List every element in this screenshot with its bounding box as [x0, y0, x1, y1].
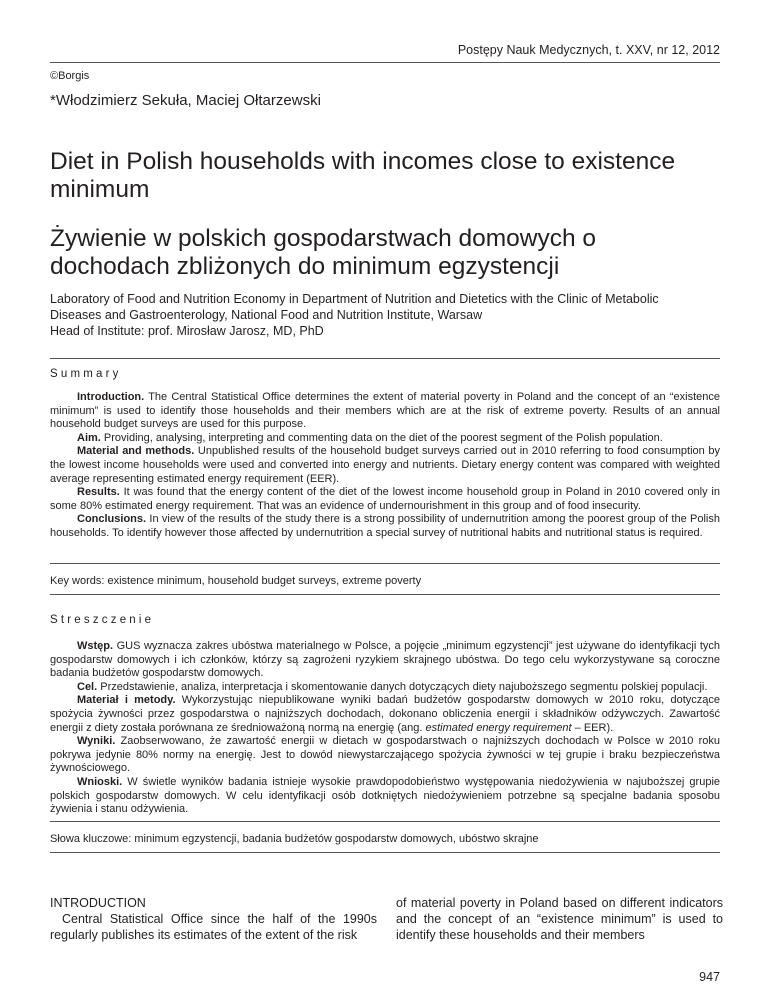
keywords-bottom-divider [50, 594, 720, 595]
streszczenie-wyniki [50, 735, 720, 776]
cel-text: Przedstawienie, analiza, interpretacja i skomentowanie danych dotyczących diety najuboższego segmentu polskiej populacji. [97, 680, 708, 693]
page-number: 947 [699, 970, 720, 984]
body-paragraph: Central Statistical Office since the half of the 1990s regularly publishes its estimates of the extent of the risk [50, 912, 377, 942]
methods-text: Unpublished results of the household budget surveys carried out in 2010 referring to food consumption by the lowest income households were used and converted into energy and nutrients. Dietary energy content was compared with weighted average representing estimated energy requirement (EER). [50, 445, 720, 485]
aim-label: Aim. [77, 431, 101, 444]
streszczenie-wnioski [50, 776, 720, 817]
body-paragraph: of material poverty in Poland based on different indicators and the concept of an “existence minimum” is used to identify these households and their members [396, 896, 723, 942]
metody-text-end: – EER). [571, 721, 614, 734]
title-english: Diet in Polish households with incomes close to existence minimum [50, 148, 676, 203]
summary-methods [50, 445, 720, 486]
summary-results [50, 486, 720, 513]
wnioski-text: W świetle wyników badania istnieje wysokie prawdopodobieństwo występowania niedożywienia w najuboższej grupie polskich gospodarstw domowych. W celu identyfikacji osób dotkniętych niedożywieniem potrzebne są specjalne badania sposobu żywienia i stanu odżywienia. [50, 775, 720, 816]
affiliation [50, 291, 730, 339]
summary-abstract [50, 391, 720, 541]
streszczenie-label: Streszczenie [50, 614, 155, 626]
affiliation-line: Diseases and Gastroenterology, National Food and Nutrition Institute, Warsaw [50, 308, 483, 322]
streszczenie-abstract [50, 640, 720, 817]
cel-label: Cel. [77, 680, 98, 693]
streszczenie-keywords: Słowa kluczowe: minimum egzystencji, badania budżetów gospodarstw domowych, ubóstwo skrajne [50, 833, 539, 845]
introduction-text: The Central Statistical Office determines the extent of material poverty in Poland and the concept of an “existence minimum” is used to identify those households and their members which are at the risk of extreme poverty. Results of an annual household budget surveys are used for this purpose. [50, 391, 720, 431]
metody-label: Materiał i metody. [77, 694, 176, 707]
metody-text: Wykorzystując niepublikowane wyniki badań budżetów gospodarstw domowych w 2010 roku, dotyczące spożycia żywności przez gospodarstwa o najniższych dochodach, dokonano obliczenia energii i składników odżywczych. Zawartość energii z diety została porównana ze średnioważoną normą na energię (ang. [50, 694, 720, 734]
streszczenie-metody [50, 694, 720, 735]
wstep-text: GUS wyznacza zakres ubóstwa materialnego w Polsce, a pojęcie „minimum egzystencji” jest używane do identyfikacji tych gospodarstw domowych i ich członków, którzy są zagrożeni ryzykiem skrajnego ubóstwa. Do tego celu wykorzystywane są coroczne badania budżetów gospodarstw domowych. [50, 640, 720, 680]
journal-citation: Postępy Nauk Medycznych, t. XXV, nr 12, 2012 [457, 43, 720, 57]
section-heading: INTRODUCTION [50, 896, 146, 910]
summary-top-divider [50, 358, 720, 359]
summary-label: Summary [50, 368, 122, 380]
summary-aim [50, 432, 720, 446]
streszczenie-wstep [50, 640, 720, 681]
introduction-label: Introduction. [77, 391, 145, 403]
results-label: Results. [77, 486, 120, 499]
header-divider [50, 62, 720, 63]
aim-text: Providing, analysing, interpreting and commenting data on the diet of the poorest segment of the Polish population. [100, 431, 663, 444]
wyniki-text: Zaobserwowano, że zawartość energii w dietach w gospodarstwach o najniższych dochodach w Polsce w 2010 roku pokrywa jedynie 80% normy na energię. Jest to dowód niewystarczającego spożycia żywności w tej grupie i braku bezpieczeństwa żywnościowego. [50, 735, 720, 775]
conclusions-text: In view of the results of the study there is a strong possibility of undernutrition among the poorest group of the Polish households. To identify however those affected by undernutrition a special survey of nutritional habits and nutritional status is required. [50, 513, 720, 539]
wnioski-label: Wnioski. [77, 775, 123, 788]
affiliation-line: Head of Institute: prof. Mirosław Jarosz, MD, PhD [50, 324, 324, 338]
body-column-left [50, 895, 377, 943]
conclusions-label: Conclusions. [77, 513, 147, 526]
body-column-right [396, 895, 723, 943]
summary-introduction [50, 391, 720, 432]
authors: *Włodzimierz Sekuła, Maciej Ołtarzewski [50, 92, 321, 109]
wyniki-label: Wyniki. [77, 735, 116, 748]
publisher-mark: ©Borgis [50, 70, 90, 82]
wstep-label: Wstęp. [77, 640, 114, 652]
summary-keywords: Key words: existence minimum, household budget surveys, extreme poverty [50, 575, 422, 587]
metody-text-emphasis: estimated energy requirement [425, 721, 572, 734]
keywords-top-divider [50, 563, 720, 564]
streszczenie-cel [50, 681, 720, 695]
methods-label: Material and methods. [77, 445, 195, 458]
affiliation-line: Laboratory of Food and Nutrition Economy in Department of Nutrition and Dietetics with the Clinic of Metabolic [50, 292, 659, 306]
slowa-bottom-divider [50, 852, 720, 853]
title-polish: Żywienie w polskich gospodarstwach domowych o dochodach zbliżonych do minimum egzystencji [50, 225, 597, 280]
slowa-top-divider [50, 821, 720, 822]
summary-conclusions [50, 513, 720, 540]
results-text: It was found that the energy content of the diet of the lowest income household group in Poland in 2010 covered only in some 80% estimated energy requirement. That was an evidence of undernourishment in this group and of food insecurity. [50, 486, 720, 512]
